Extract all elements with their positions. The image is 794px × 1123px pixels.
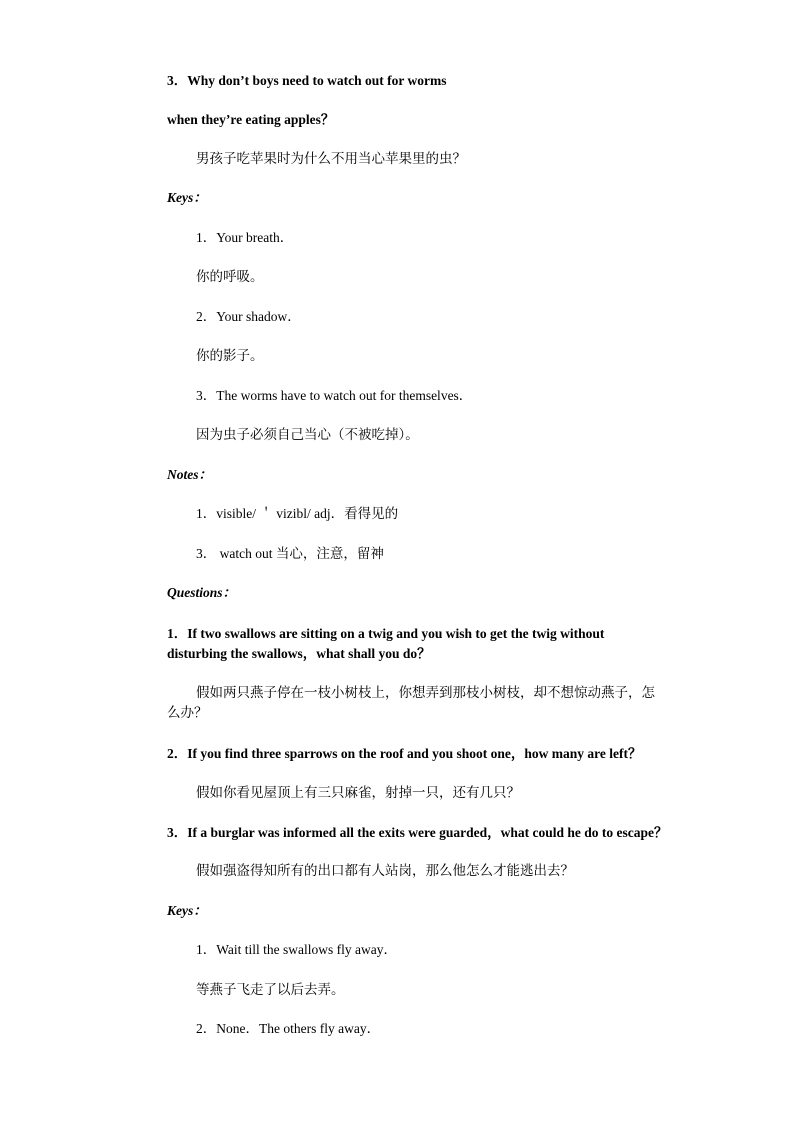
keys-heading: Keys： <box>167 190 207 205</box>
keys-heading-2: Keys： <box>167 903 207 918</box>
questions-3-translation: 假如强盗得知所有的出口都有人站岗，那么他怎么才能逃出去？ <box>196 863 574 879</box>
questions-1-translation-line-2: 么办？ <box>167 705 208 721</box>
note-3: 3． watch out 当心，注意，留神 <box>196 546 384 561</box>
questions-3: 3．If a burglar was informed all the exits were guarded，what could he do to escape？ <box>167 825 668 840</box>
key-answer-1: 1．Wait till the swallows fly away． <box>196 942 398 957</box>
note-1: 1．visible/ ＇ vizibl/ adj．看得见的 <box>196 506 399 521</box>
questions-heading: Questions： <box>167 585 237 600</box>
key-1: 1．Your breath． <box>196 230 294 245</box>
questions-2-translation: 假如你看见屋顶上有三只麻雀，射掉一只，还有几只？ <box>196 785 520 801</box>
questions-1-translation-line-1: 假如两只燕子停在一枝小树枝上，你想弄到那枝小树枝，却不想惊动燕子，怎 <box>196 685 655 701</box>
key-1-translation: 你的呼吸。 <box>196 269 264 285</box>
key-2: 2．Your shadow． <box>196 309 301 324</box>
question-3-line-1: 3．Why don’t boys need to watch out for worms <box>167 73 447 88</box>
questions-1-line-2: disturbing the swallows，what shall you do？ <box>167 646 431 661</box>
questions-1-line-1: 1．If two swallows are sitting on a twig and you wish to get the twig without <box>167 626 605 641</box>
question-3-translation: 男孩子吃苹果时为什么不用当心苹果里的虫？ <box>196 151 466 167</box>
key-3-translation: 因为虫子必须自己当心（不被吃掉）。 <box>196 427 419 443</box>
key-answer-2: 2．None．The others fly away． <box>196 1021 381 1036</box>
notes-heading: Notes： <box>167 467 212 482</box>
key-3: 3．The worms have to watch out for themselves． <box>196 388 473 403</box>
key-answer-1-translation: 等燕子飞走了以后去弄。 <box>196 982 345 998</box>
key-2-translation: 你的影子。 <box>196 348 264 364</box>
question-3-line-2: when they’re eating apples？ <box>167 112 335 127</box>
questions-2: 2．If you find three sparrows on the roof and you shoot one，how many are left？ <box>167 746 642 761</box>
